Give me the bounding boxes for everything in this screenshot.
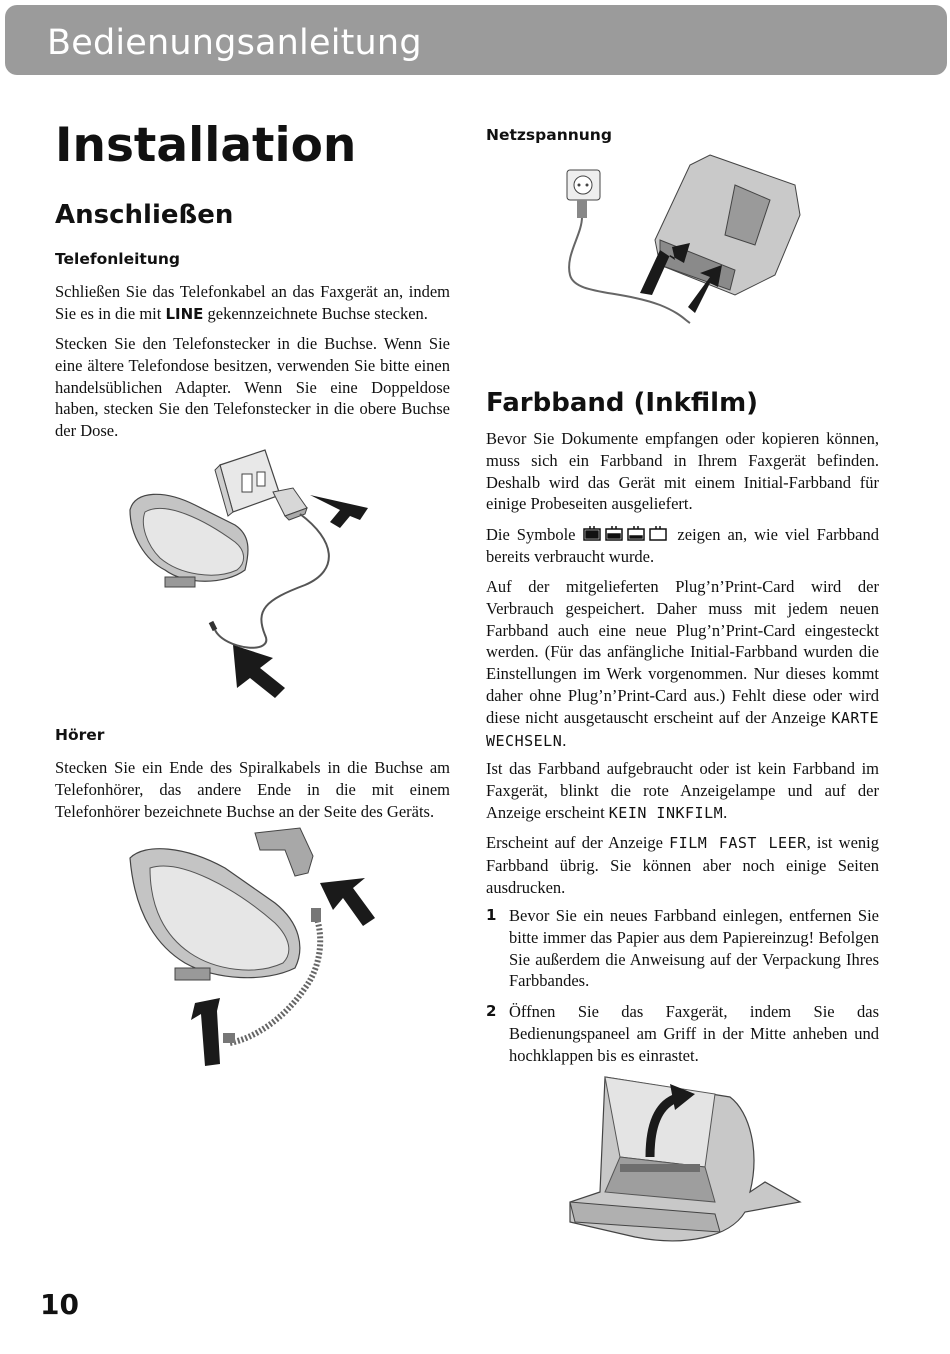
header-title: Bedienungsanleitung bbox=[47, 23, 422, 63]
fax-device-back-icon bbox=[655, 155, 800, 295]
text-farbband-2b: zeigen an, wie viel Farbband bereits verbraucht wurde. bbox=[486, 525, 879, 566]
heading-hoerer: Hörer bbox=[55, 726, 105, 744]
label-line: LINE bbox=[165, 304, 204, 323]
power-socket-icon bbox=[567, 170, 600, 200]
paragraph-telefon-2: Stecken Sie den Telefonstecker in die Buchse. Wenn Sie eine ältere Telefondose besitzen, verwenden Sie bitte einen handelsüblichen Adapter. Wenn Sie eine Doppeldose haben, stecken Sie den Telefonstecker in die obere Buchse der Dose. bbox=[55, 334, 450, 441]
fax-phone-line-illustration bbox=[125, 450, 385, 700]
arrow-icon-device-port bbox=[191, 998, 220, 1066]
paragraph-farbband-2 bbox=[486, 524, 879, 568]
step-text-1: Bevor Sie ein neues Farbband einlegen, entfernen Sie bitte immer das Papier aus dem Papiereinzug! Befolgen Sie außerdem die Anweisung auf der Verpackung Ihres Farbbandes. bbox=[509, 906, 879, 991]
text-farbband-5a: Erscheint auf der Anzeige bbox=[486, 833, 670, 852]
text-farbband-4b: . bbox=[723, 802, 728, 822]
step-number-1: 1 bbox=[486, 906, 497, 924]
arrow-icon-handset bbox=[320, 878, 375, 926]
arrow-icon-device bbox=[233, 645, 285, 698]
text-telefon-1b: gekennzeichnete Buchse stecken. bbox=[203, 303, 428, 323]
text-telefon-1a: Schließen Sie das Telefonkabel an das Faxgerät an, indem Sie es in die mit bbox=[55, 282, 450, 323]
page-number: 10 bbox=[40, 1288, 79, 1321]
heading-telefonleitung: Telefonleitung bbox=[55, 250, 180, 268]
paragraph-farbband-3 bbox=[486, 576, 879, 752]
open-fax-illustration bbox=[565, 1072, 805, 1252]
wall-socket-icon bbox=[215, 450, 280, 516]
cord-connector-icon bbox=[311, 908, 321, 922]
display-text-film-fast-leer: FILM FAST LEER bbox=[669, 834, 807, 852]
section-title-farbband: Farbband (Inkfilm) bbox=[486, 388, 759, 418]
ink-level-icons bbox=[582, 526, 670, 542]
cable-connector-icon bbox=[211, 622, 215, 630]
power-illustration bbox=[560, 155, 810, 350]
step-number-2: 2 bbox=[486, 1002, 497, 1020]
text-farbband-3b: . bbox=[562, 730, 567, 750]
text-farbband-2a: Die Symbole bbox=[486, 525, 583, 544]
section-title-anschliessen: Anschließen bbox=[55, 200, 234, 230]
step-text-2: Öffnen Sie das Faxgerät, indem Sie das Bedienungspaneel am Griff in der Mitte anheben und hochklappen bis es einrastet. bbox=[509, 1002, 879, 1065]
text-farbband-3a: Auf der mitgelieferten Plug’n’Print-Card wird der Verbrauch gespeichert. Daher muss mit jedem neuen Farbband auch eine neue Plug’n’Print-Card eingesteckt werden. (Für das anfängliche Initial-Farbband wurden die Einstellungen im Werk vorgenommen. Nur dieses kommt daher ohne Plug’n’Print-Card aus.) Fehlt diese oder wird diese nicht ausgetauscht erscheint auf der Anzeige bbox=[486, 577, 879, 727]
paragraph-telefon-1 bbox=[55, 281, 450, 326]
paragraph-farbband-4 bbox=[486, 758, 879, 824]
power-plug-icon bbox=[577, 200, 587, 218]
header-bar bbox=[5, 5, 947, 75]
display-text-karte-wechseln: KARTE WECHSELN bbox=[486, 708, 879, 750]
fax-device-icon bbox=[130, 849, 300, 980]
paragraph-hoerer: Stecken Sie ein Ende des Spiralkabels in die Buchse am Telefonhörer, das andere Ende in die mit einem Telefonhörer bezeichnete Buchse an der Seite des Geräts. bbox=[55, 758, 450, 821]
text-farbband-4a: Ist das Farbband aufgebraucht oder ist kein Farbband im Faxgerät, blinkt die rote Anzeigelampe und auf der Anzeige erscheint bbox=[486, 759, 879, 822]
fax-handset-illustration bbox=[125, 828, 385, 1068]
paragraph-farbband-1: Bevor Sie Dokumente empfangen oder kopieren können, muss sich ein Farbband in Ihrem Faxgerät befinden. Deshalb wird das Gerät mit einem Initial-Farbband für einige Probeseiten ausgeliefert. bbox=[486, 429, 879, 514]
paragraph-farbband-5 bbox=[486, 832, 879, 898]
cord-connector-icon-2 bbox=[223, 1033, 235, 1043]
heading-netzspannung: Netzspannung bbox=[486, 126, 612, 144]
arrow-icon-plug bbox=[310, 495, 368, 528]
display-text-kein-inkfilm: KEIN INKFILM bbox=[608, 803, 724, 822]
handset-icon bbox=[255, 828, 313, 876]
page-title: Installation bbox=[55, 118, 357, 173]
text-farbband-5b: , ist wenig Farbband übrig. Sie können aber noch einige Seiten ausdrucken. bbox=[486, 833, 879, 897]
